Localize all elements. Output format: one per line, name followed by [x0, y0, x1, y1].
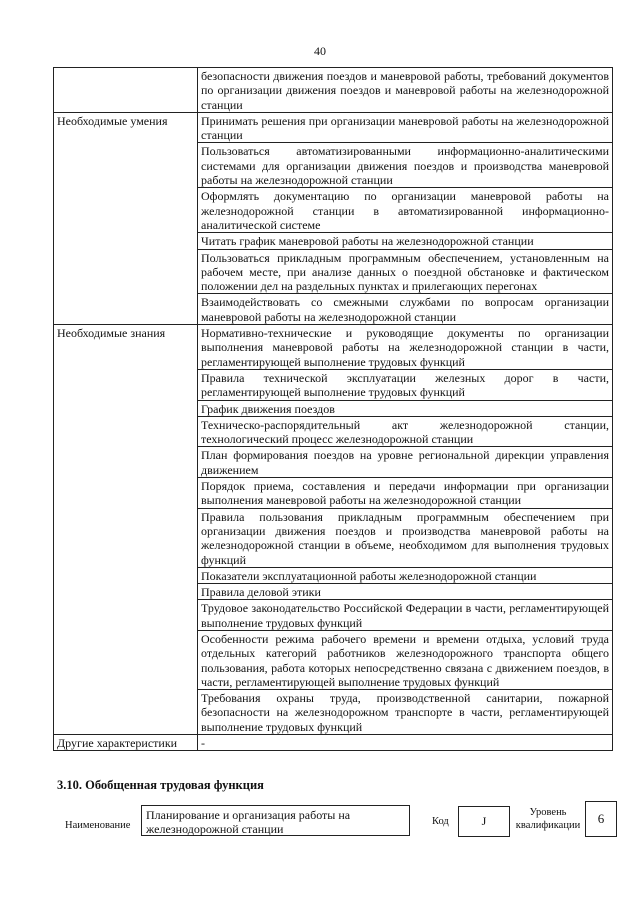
row-item: Порядок приема, составления и передачи информации при организации выполнения маневровой работы на железнодорожной станции	[198, 478, 613, 509]
row-label	[54, 294, 198, 325]
row-item: Принимать решения при организации маневровой работы на железнодорожной станции	[198, 112, 613, 143]
row-label	[54, 584, 198, 600]
page-number: 40	[314, 44, 326, 58]
table-row	[54, 630, 613, 689]
row-item: Техническо-распорядительный акт железнодорожной станции, технологический процесс железнодорожной станции	[198, 416, 613, 447]
row-label	[54, 249, 198, 294]
table-row	[54, 478, 613, 509]
row-item: Нормативно-технические и руководящие документы по организации выполнения маневровой работы на железнодорожной станции в части, регламентирующей выполнение трудовых функций	[198, 325, 613, 370]
table-row	[54, 690, 613, 735]
row-label	[54, 478, 198, 509]
row-label: Необходимые знания	[54, 325, 198, 370]
row-label	[54, 400, 198, 416]
row-label	[54, 369, 198, 400]
row-item: Оформлять документацию по организации маневровой работы на железнодорожной станции в автоматизированной информационно-аналитической системе	[198, 188, 613, 233]
table-row	[54, 416, 613, 447]
table-row	[54, 735, 613, 751]
table-row	[54, 447, 613, 478]
row-item: Правила деловой этики	[198, 584, 613, 600]
code-value: J	[458, 806, 510, 837]
table-row	[54, 68, 613, 113]
row-label: Другие характеристики	[54, 735, 198, 751]
row-item: Требования охраны труда, производственной санитарии, пожарной безопасности на железнодорожном транспорте в части, регламентирующей выполнение трудовых функций	[198, 690, 613, 735]
level-label: Уровень квалификации	[515, 807, 581, 831]
row-item: -	[198, 735, 613, 751]
row-item: План формирования поездов на уровне региональной дирекции управления движением	[198, 447, 613, 478]
row-label	[54, 447, 198, 478]
row-label	[54, 416, 198, 447]
table-row	[54, 325, 613, 370]
row-label	[54, 68, 198, 113]
table-row	[54, 249, 613, 294]
table-row	[54, 143, 613, 188]
row-label	[54, 143, 198, 188]
table-row	[54, 584, 613, 600]
level-value: 6	[585, 801, 617, 837]
row-item: Правила пользования прикладным программным обеспечением при организации движения поездов и производства маневровой работы на железнодорожной станции в объеме, необходимом для выполнения трудовых функций	[198, 508, 613, 567]
row-item: Пользоваться автоматизированными информационно-аналитическими системами для организации движения поездов и производства маневровой работы на железнодорожной станции	[198, 143, 613, 188]
function-name-value: Планирование и организация работы на железнодорожной станции	[141, 805, 410, 836]
code-label: Код	[432, 816, 449, 827]
row-item: Взаимодействовать со смежными службами по вопросам организации маневровой работы на железнодорожной станции	[198, 294, 613, 325]
table-row	[54, 233, 613, 249]
row-item: Особенности режима рабочего времени и времени отдыха, условий труда отдельных категорий работников железнодорожного транспорта общего пользования, работа которых непосредственно связана с движением поездов, в части, регламентирующей выполнение трудовых функций	[198, 630, 613, 689]
row-item: Трудовое законодательство Российской Федерации в части, регламентирующей выполнение трудовых функций	[198, 600, 613, 631]
table-row	[54, 112, 613, 143]
name-label: Наименование	[65, 820, 131, 831]
row-label	[54, 690, 198, 735]
section-title: 3.10. Обобщенная трудовая функция	[57, 778, 264, 792]
row-item: Пользоваться прикладным программным обеспечением, установленным на рабочем месте, при анализе данных о поездной обстановке и фактическом положении дел на раздельных пунктах и прилегающих перегонах	[198, 249, 613, 294]
row-label	[54, 630, 198, 689]
row-label	[54, 600, 198, 631]
row-label	[54, 188, 198, 233]
table-row	[54, 400, 613, 416]
row-label	[54, 567, 198, 583]
row-label: Необходимые умения	[54, 112, 198, 143]
row-item: График движения поездов	[198, 400, 613, 416]
row-item: безопасности движения поездов и маневровой работы, требований документов по организации движения поездов и маневровой работы на железнодорожной станции	[198, 68, 613, 113]
table-row	[54, 188, 613, 233]
competency-table	[53, 67, 613, 751]
row-label	[54, 508, 198, 567]
table-row	[54, 567, 613, 583]
row-item: Читать график маневровой работы на железнодорожной станции	[198, 233, 613, 249]
row-item: Показатели эксплуатационной работы железнодорожной станции	[198, 567, 613, 583]
generalized-function-row	[57, 805, 617, 845]
row-item: Правила технической эксплуатации железных дорог в части, регламентирующей выполнение трудовых функций	[198, 369, 613, 400]
table-row	[54, 294, 613, 325]
row-label	[54, 233, 198, 249]
table-row	[54, 369, 613, 400]
table-row	[54, 508, 613, 567]
table-row	[54, 600, 613, 631]
